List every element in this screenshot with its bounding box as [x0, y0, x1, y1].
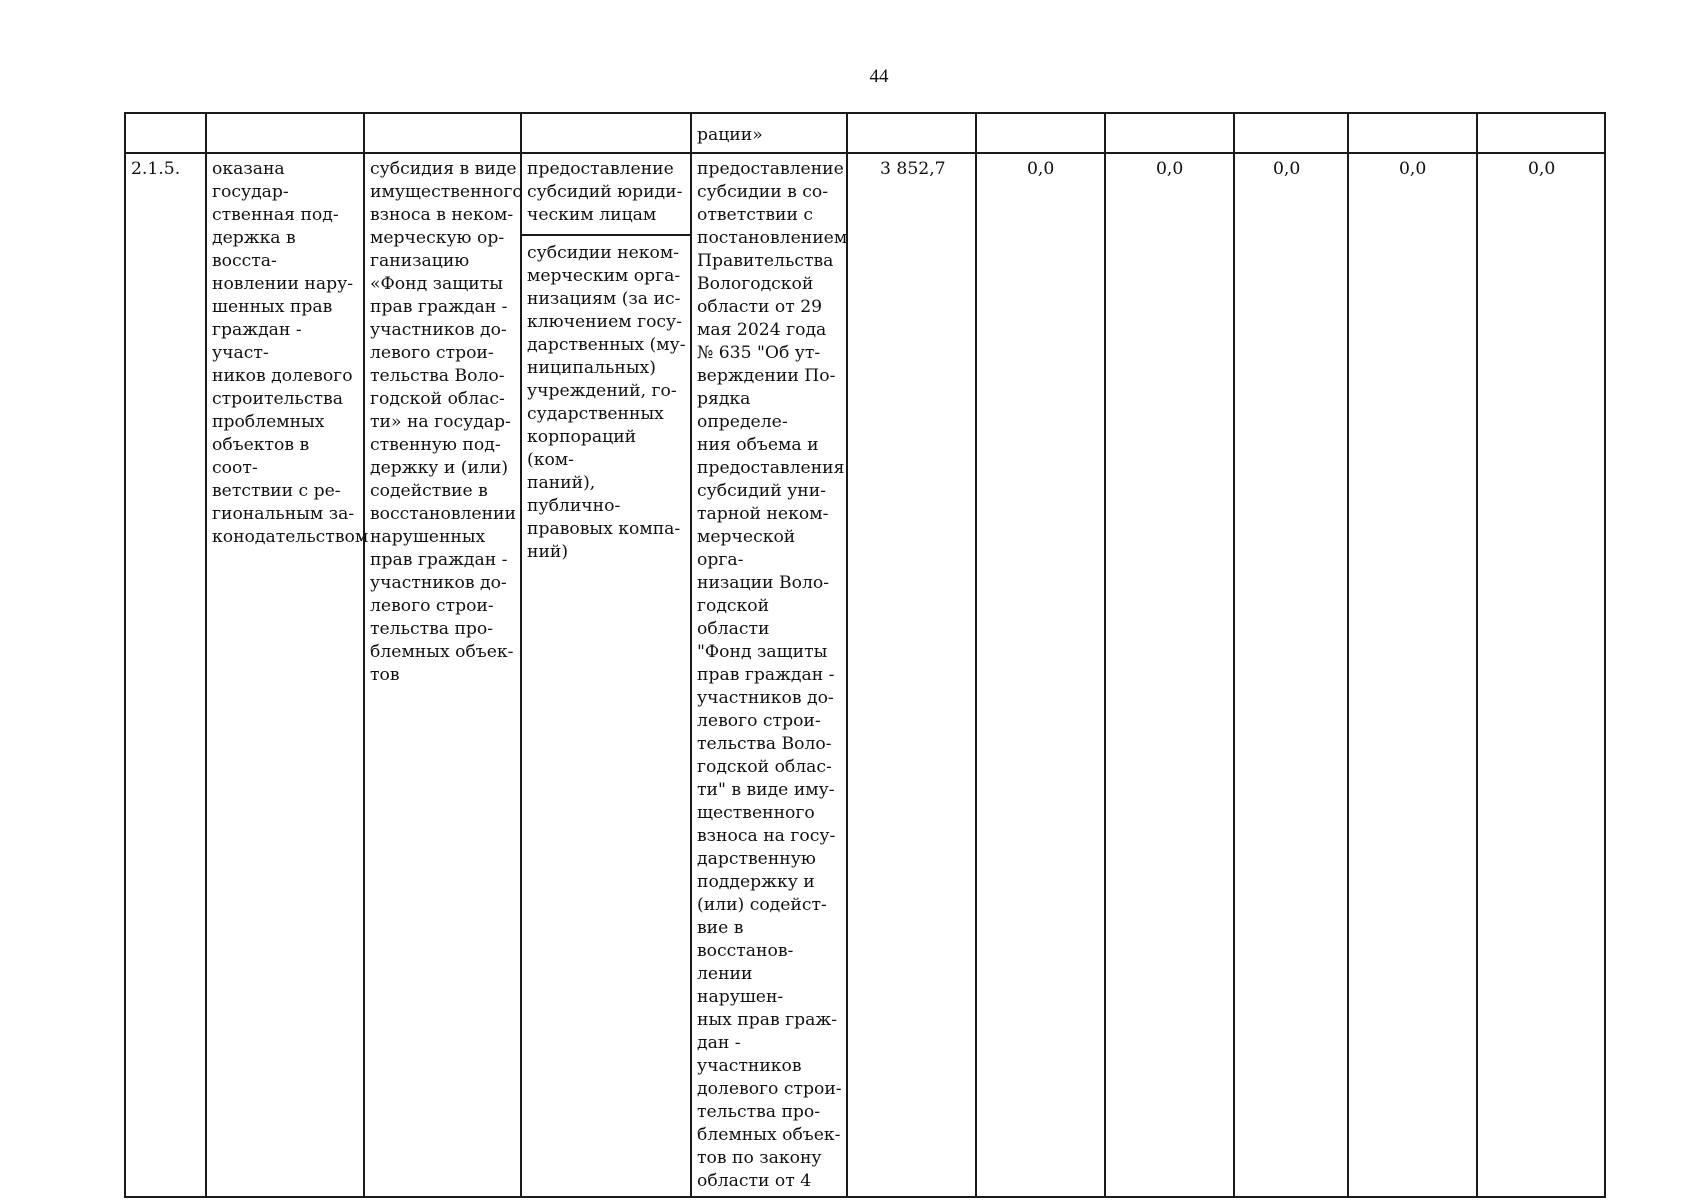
legal-basis-cell: предоставление субсидии в со- ответствии с постановлением Правительства Вологодской области от 29 мая 2024 года № 635 "Об ут- верждении По- рядка определе- ния объема и предоставления субсидий уни- тарной неком- мерческой орга- низации Воло- годской области "Фонд защиты прав граждан - участников до- левого строи- тельства Воло- годской облас- ти" в виде иму- щественного взноса на госу- дарственную поддержку и (или) содейст- вие в восстанов- лении нарушен- ных прав граж- дан - участников долевого строи- тельства про- блемных объек- тов по закону области от 4	[691, 153, 847, 1197]
table-cell	[364, 113, 521, 153]
value-cell: 0,0	[1105, 153, 1234, 1197]
table-cell	[847, 113, 976, 153]
table-cell-continuation-text: рации»	[691, 113, 847, 153]
value-cell-total: 3 852,7	[847, 153, 976, 1197]
expense-type-cell	[521, 153, 691, 1197]
budget-table	[124, 112, 1606, 1198]
expense-type-primary: предоставление субсидий юриди- ческим лицам	[522, 154, 690, 236]
table-cell	[976, 113, 1105, 153]
table-cell	[1477, 113, 1605, 153]
row-code-cell: 2.1.5.	[125, 153, 206, 1197]
value-cell: 0,0	[1234, 153, 1348, 1197]
table-cell	[1234, 113, 1348, 153]
expense-type-secondary: субсидии неком- мерческим орга- низациям (за ис- ключением госу- дарственных (му- ниципальных) учреждений, го- сударственных корпораций (ком- паний), публично- правовых компа- ний)	[527, 243, 686, 562]
table-cell	[521, 113, 691, 153]
result-cell: оказана государ- ственная под- держка в восста- новлении нару- шенных прав граждан - участ- ников долевого строительства проблемных объектов в соот- ветствии с ре- гиональным за- конодательством	[206, 153, 364, 1197]
table-cell	[125, 113, 206, 153]
value-cell: 0,0	[1348, 153, 1477, 1197]
table-row-continuation	[125, 113, 1605, 153]
subsidy-form-cell: субсидия в виде имущественного взноса в неком- мерческую ор- ганизацию «Фонд защиты прав граждан - участников до- левого строи- тельства Воло- годской облас- ти» на государ- ственную под- держку и (или) содействие в восстановлении нарушенных прав граждан - участников до- левого строи- тельства про- блемных объек- тов	[364, 153, 521, 1197]
table-cell	[1105, 113, 1234, 153]
value-cell: 0,0	[1477, 153, 1605, 1197]
table-row	[125, 153, 1605, 1197]
table-cell	[1348, 113, 1477, 153]
value-cell: 0,0	[976, 153, 1105, 1197]
table-cell	[206, 113, 364, 153]
page-number: 44	[869, 66, 889, 87]
